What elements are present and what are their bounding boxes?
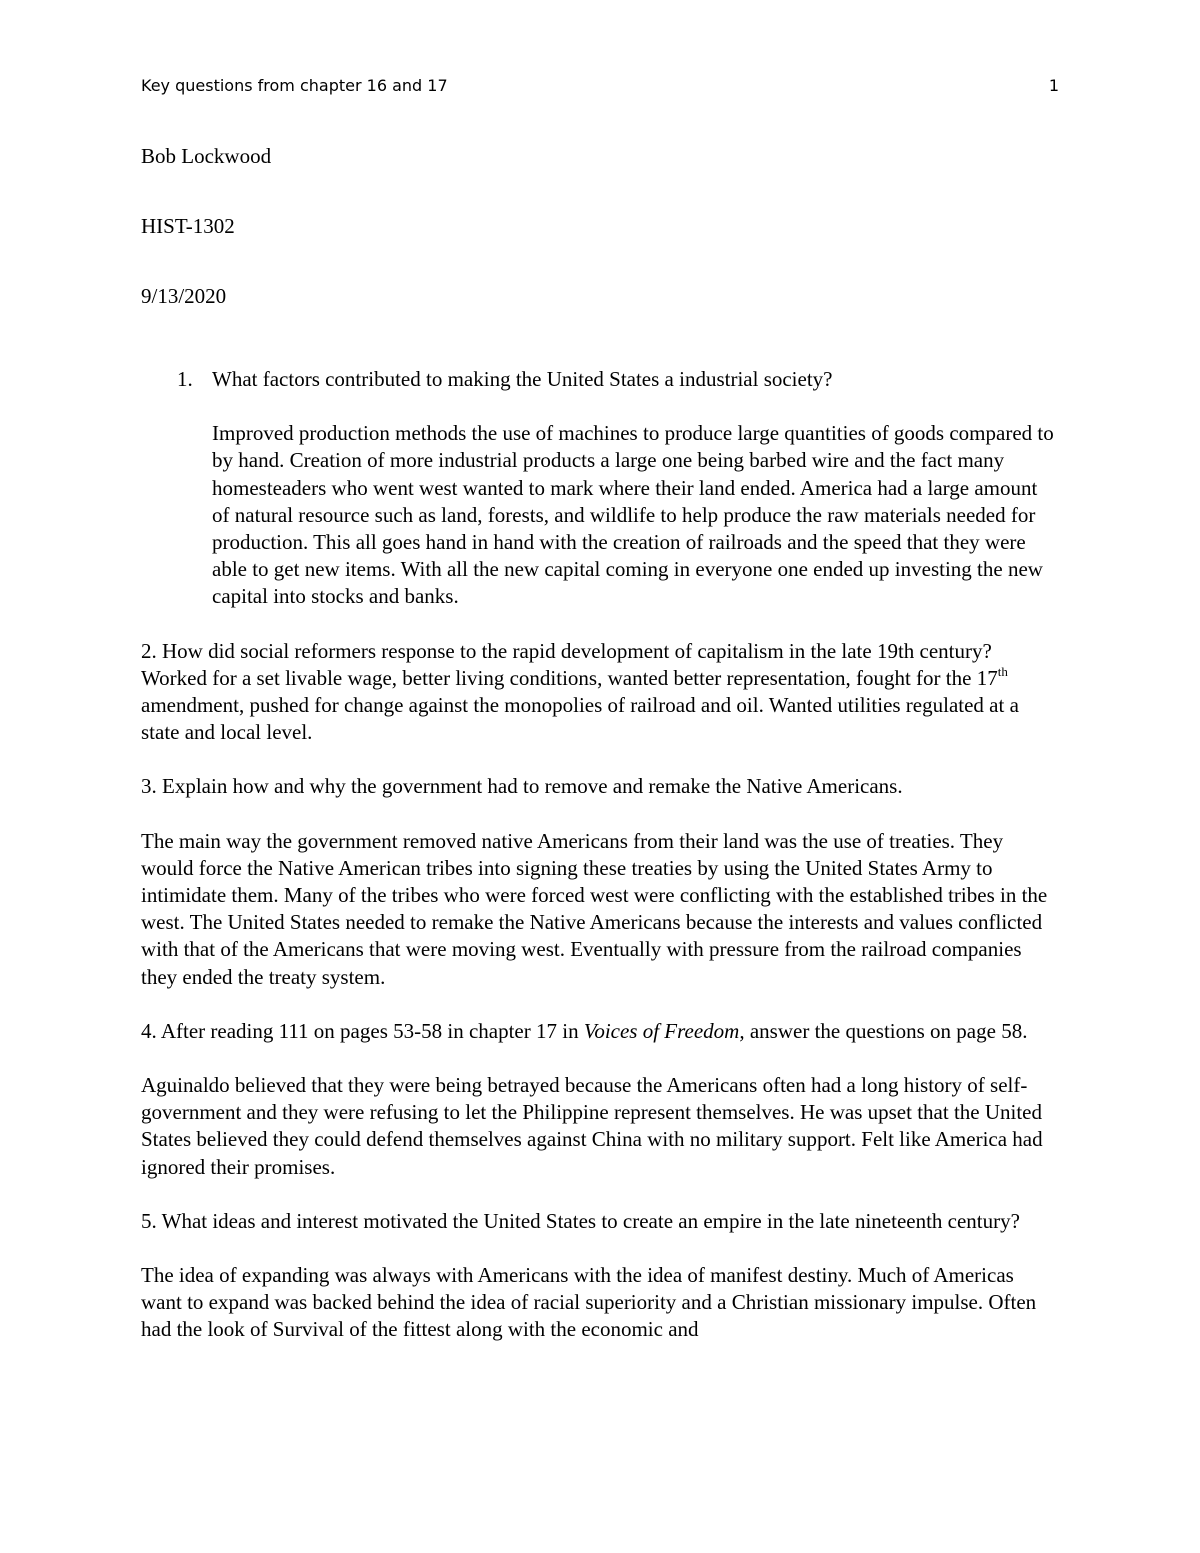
question-4-text-start: 4. After reading 111 on pages 53-58 in chapter 17 in <box>141 1018 584 1043</box>
question-2-text-start: 2. How did social reformers response to the rapid development of capitalism in the late 19th century? Worked for a set livable wage, better living conditions, wanted better representation, fought for the 17 <box>141 638 998 690</box>
document-body <box>141 366 1059 1344</box>
course-code: HIST-1302 <box>141 214 235 238</box>
answer-4: Aguinaldo believed that they were being betrayed because the Americans often had a long history of self-government and they were refusing to let the Philippine represent themselves. He was upset that the United States believed they could defend themselves against China with no military support. Felt like America had ignored their promises. <box>141 1073 1043 1179</box>
author-name: Bob Lockwood <box>141 144 272 168</box>
book-title: Voices of Freedom, <box>583 1018 745 1043</box>
question-2 <box>141 638 1059 747</box>
question-3: 3. Explain how and why the government had to remove and remake the Native Americans. <box>141 774 903 799</box>
question-1-number: 1. <box>177 367 193 391</box>
page-header <box>141 74 1059 98</box>
question-2-text-end: amendment, pushed for change against the monopolies of railroad and oil. Wanted utilities regulated at a state and local level. <box>141 693 1019 745</box>
page-number: 1 <box>1048 76 1059 95</box>
answer-5: The idea of expanding was always with Americans with the idea of manifest destiny. Much of Americas want to expand was backed behind the idea of racial superiority and a Christian missionary impulse. Often had the look of Survival of the fittest along with the economic and <box>141 1263 1037 1342</box>
question-1-text: What factors contributed to making the United States a industrial society? <box>212 367 833 391</box>
question-5: 5. What ideas and interest motivated the United States to create an empire in the late nineteenth century? <box>141 1208 1020 1233</box>
question-4-text-end: answer the questions on page 58. <box>744 1018 1028 1043</box>
document-date: 9/13/2020 <box>141 284 227 308</box>
ordinal-suffix: th <box>997 663 1008 679</box>
answer-1: Improved production methods the use of machines to produce large quantities of goods compared to by hand. Creation of more industrial products a large one being barbed wire and the fact many homesteaders who went west wanted to mark where their land ended. America had a large amount of natural resource such as land, forests, and wildlife to help produce the raw materials needed for production. This all goes hand in hand with the creation of railroads and the speed that they were able to get new items. With all the new capital coming in everyone one ended up investing the new capital into stocks and banks. <box>212 421 1054 609</box>
question-1 <box>141 366 1059 393</box>
question-4 <box>141 1018 1059 1045</box>
header-title: Key questions from chapter 16 and 17 <box>141 76 448 95</box>
answer-3: The main way the government removed native Americans from their land was the use of treaties. They would force the Native American tribes into signing these treaties by using the United States Army to intimidate them. Many of the tribes who were forced west were conflicting with the established tribes in the west. The United States needed to remake the Native Americans because the interests and values conflicted with that of the Americans that were moving west. Eventually with pressure from the railroad companies they ended the treaty system. <box>141 828 1048 989</box>
